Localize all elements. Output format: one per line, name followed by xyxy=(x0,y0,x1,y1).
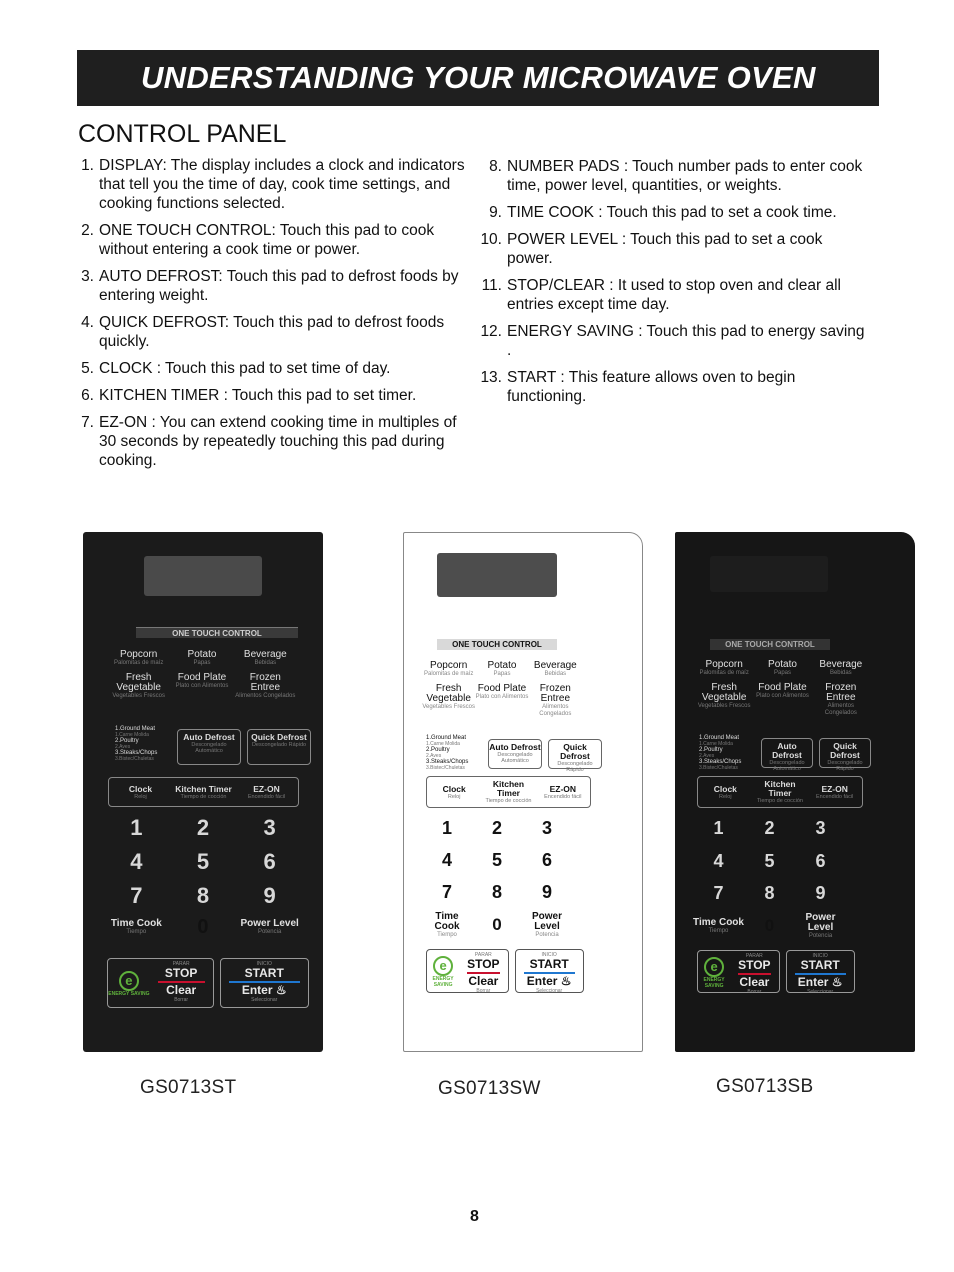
item-number: 3. xyxy=(81,268,94,285)
number-pad-5[interactable]: 5 xyxy=(764,850,775,871)
number-pad-3[interactable]: 3 xyxy=(263,815,276,840)
number-pad-2[interactable]: 2 xyxy=(196,815,210,840)
clock-timer-ezon-bar xyxy=(108,777,299,807)
description-item xyxy=(476,157,871,195)
page-number: 8 xyxy=(470,1208,479,1225)
action-buttons xyxy=(426,949,591,993)
description-item xyxy=(78,221,468,259)
description-item xyxy=(476,230,871,268)
one-touch-food-plate[interactable]: Food Plate Plato con Alimentos xyxy=(175,672,229,689)
number-pad-9[interactable]: 9 xyxy=(263,883,276,908)
item-number: 5. xyxy=(81,360,94,377)
auto-defrost-button[interactable]: Auto Defrost Descongelado Automático xyxy=(488,739,542,769)
kitchen-timer-button[interactable]: Kitchen Timer Tiempo de cocción xyxy=(757,779,803,804)
time-power-row xyxy=(693,912,846,940)
time-power-row xyxy=(103,912,303,942)
number-pad-4[interactable]: 4 xyxy=(441,850,452,870)
one-touch-fresh-vegetable[interactable]: Fresh Vegetable Vegetables Frescos xyxy=(697,682,751,709)
item-number: 7. xyxy=(81,414,94,431)
one-touch-beverage[interactable]: Beverage Bebidas xyxy=(243,649,287,666)
one-touch-beverage[interactable]: Beverage Bebidas xyxy=(819,659,863,676)
start-enter-button[interactable]: INICIO START Enter ♨ Seleccionar xyxy=(786,950,855,993)
description-item xyxy=(78,313,468,351)
page-title: UNDERSTANDING YOUR MICROWAVE OVEN xyxy=(141,60,816,95)
power-level-button[interactable]: Power Level Potencia xyxy=(240,917,299,935)
number-pads xyxy=(103,815,303,917)
item-number: 9. xyxy=(489,204,502,221)
number-pad-5[interactable]: 5 xyxy=(491,850,502,870)
number-pad-6[interactable]: 6 xyxy=(815,850,826,871)
item-text: ONE TOUCH CONTROL: Touch this pad to cook without entering a cook time or power. xyxy=(99,222,435,258)
number-pad-4[interactable]: 4 xyxy=(713,850,724,871)
one-touch-options xyxy=(422,661,582,718)
stop-clear-button[interactable]: e ENERGY SAVING PARAR STOP Clear Borrar xyxy=(697,950,780,993)
quick-defrost-button[interactable]: Quick Defrost Descongelado Rápido xyxy=(819,738,871,768)
start-enter-button[interactable]: INICIO START Enter ♨ Seleccionar xyxy=(515,949,584,993)
item-number: 6. xyxy=(81,387,94,404)
description-item xyxy=(476,368,871,406)
one-touch-frozen-entree[interactable]: Frozen Entree Alimentos Congelados xyxy=(539,683,572,717)
one-touch-control-label: ONE TOUCH CONTROL xyxy=(437,639,557,650)
time-cook-button[interactable]: Time Cook Tiempo xyxy=(434,910,460,938)
number-pad-0[interactable]: 0 xyxy=(492,915,502,934)
number-pad-3[interactable]: 3 xyxy=(541,818,552,838)
description-item xyxy=(78,267,468,305)
one-touch-frozen-entree[interactable]: Frozen Entree Alimentos Congelados xyxy=(235,672,296,699)
item-number: 12. xyxy=(480,323,502,340)
quick-defrost-button[interactable]: Quick Defrost Descongelado Rápido xyxy=(548,739,602,769)
right-description-list xyxy=(476,157,871,414)
ez-on-button[interactable]: EZ-ON Encendido fácil xyxy=(247,783,286,800)
action-buttons xyxy=(107,958,320,1008)
one-touch-fresh-vegetable[interactable]: Fresh Vegetable Vegetables Frescos xyxy=(422,683,476,710)
item-text: AUTO DEFROST: Touch this pad to defrost foods by entering weight. xyxy=(99,268,459,304)
time-cook-button[interactable]: Time Cook Tiempo xyxy=(693,916,744,934)
item-number: 13. xyxy=(480,369,502,386)
number-pad-1[interactable]: 1 xyxy=(713,818,724,838)
left-description-list xyxy=(78,156,468,478)
kitchen-timer-button[interactable]: Kitchen Timer Tiempo de cocción xyxy=(175,783,232,800)
description-item xyxy=(476,276,871,314)
defrost-category: 1.Ground Meat 1.Carne Molida xyxy=(115,726,156,738)
description-item xyxy=(78,359,468,378)
defrost-category: 3.Steaks/Chops 3.Bistec/Chuletas xyxy=(699,759,742,771)
stop-clear-button[interactable]: e ENERGY SAVING PARAR STOP Clear Borrar xyxy=(426,949,509,993)
number-pads xyxy=(693,818,846,916)
control-panel-gs0713st xyxy=(83,532,323,1052)
item-text: DISPLAY: The display includes a clock and indicators that tell you the time of day, cook time settings, and cooking functions selected. xyxy=(99,157,465,212)
clock-button[interactable]: Clock Reloj xyxy=(442,783,466,800)
number-pad-8[interactable]: 8 xyxy=(491,882,502,902)
item-text: POWER LEVEL : Touch this pad to set a cook power. xyxy=(507,231,823,267)
title-banner xyxy=(77,50,879,106)
action-buttons xyxy=(697,950,862,993)
time-cook-button[interactable]: Time Cook Tiempo xyxy=(110,917,162,935)
auto-defrost-button[interactable]: Auto Defrost Descongelado Automático xyxy=(761,738,813,768)
item-text: STOP/CLEAR : It used to stop oven and clear all entries except time day. xyxy=(507,277,841,313)
item-number: 2. xyxy=(81,222,94,239)
control-panel-gs0713sw xyxy=(403,532,643,1052)
clock-button[interactable]: Clock Reloj xyxy=(128,783,153,800)
section-title: CONTROL PANEL xyxy=(78,120,287,148)
defrost-category-list xyxy=(699,735,741,771)
defrost-category: 3.Steaks/Chops 3.Bistec/Chuletas xyxy=(115,750,158,762)
one-touch-popcorn[interactable]: Popcorn Palomitas de maíz xyxy=(113,649,164,666)
defrost-category: 1.Ground Meat 1.Carne Molida xyxy=(426,735,467,747)
energy-saving-button[interactable]: e ENERGY SAVING xyxy=(703,958,725,989)
number-pad-1[interactable]: 1 xyxy=(441,818,452,838)
number-pad-8[interactable]: 8 xyxy=(196,883,210,908)
leaf-e-icon: e xyxy=(433,956,453,976)
energy-saving-button[interactable]: e ENERGY SAVING xyxy=(108,973,150,997)
number-pad-0[interactable]: 0 xyxy=(764,916,775,935)
auto-defrost-button[interactable]: Auto Defrost Descongelado Automático xyxy=(177,729,241,765)
number-pad-4[interactable]: 4 xyxy=(130,849,143,874)
description-item xyxy=(476,322,871,360)
leaf-e-icon: e xyxy=(119,971,139,991)
model-label-sw: GS0713SW xyxy=(438,1078,541,1099)
display-window xyxy=(710,556,828,592)
start-enter-button[interactable]: INICIO START Enter ♨ Seleccionar xyxy=(220,958,309,1008)
number-pad-6[interactable]: 6 xyxy=(263,849,276,874)
item-text: CLOCK : Touch this pad to set time of day. xyxy=(99,360,391,377)
defrost-category-list xyxy=(426,735,468,771)
one-touch-potato[interactable]: Potato Papas xyxy=(487,660,517,677)
one-touch-food-plate[interactable]: Food Plate Plato con Alimentos xyxy=(756,682,809,699)
item-text: QUICK DEFROST: Touch this pad to defrost foods quickly. xyxy=(99,314,445,350)
display-window xyxy=(437,553,557,597)
item-text: TIME COOK : Touch this pad to set a cook time. xyxy=(507,204,837,221)
defrost-category: 3.Steaks/Chops 3.Bistec/Chuletas xyxy=(426,759,469,771)
number-pad-7[interactable]: 7 xyxy=(441,882,452,902)
description-item xyxy=(476,203,871,222)
item-text: ENERGY SAVING : Touch this pad to energy saving . xyxy=(507,323,865,359)
item-number: 10. xyxy=(480,231,502,248)
number-pad-5[interactable]: 5 xyxy=(196,849,210,874)
one-touch-control-label: ONE TOUCH CONTROL xyxy=(136,627,298,638)
number-pads xyxy=(422,818,572,914)
one-touch-frozen-entree[interactable]: Frozen Entree Alimentos Congelados xyxy=(824,682,857,716)
display-window xyxy=(144,556,262,596)
item-number: 8. xyxy=(489,158,502,175)
number-pad-2[interactable]: 2 xyxy=(491,818,502,838)
clock-button[interactable]: Clock Reloj xyxy=(713,783,737,800)
one-touch-options xyxy=(695,660,870,717)
power-level-button[interactable]: Power Level Potencia xyxy=(805,911,836,939)
model-label-sb: GS0713SB xyxy=(716,1076,814,1097)
model-label-st: GS0713ST xyxy=(140,1077,237,1098)
number-pad-6[interactable]: 6 xyxy=(541,850,552,870)
one-touch-control-label: ONE TOUCH CONTROL xyxy=(710,639,830,650)
one-touch-fresh-vegetable[interactable]: Fresh Vegetable Vegetables Frescos xyxy=(112,672,166,699)
number-pad-8[interactable]: 8 xyxy=(764,883,775,904)
ez-on-button[interactable]: EZ-ON Encendido fácil xyxy=(544,783,582,800)
number-pad-0[interactable]: 0 xyxy=(197,915,209,938)
item-text: EZ-ON : You can extend cooking time in multiples of 30 seconds by repeatedly touching this pad during cooking. xyxy=(99,414,457,469)
item-number: 4. xyxy=(81,314,94,331)
ez-on-button[interactable]: EZ-ON Encendido fácil xyxy=(816,783,854,800)
control-panel-gs0713sb xyxy=(675,532,915,1052)
item-text: NUMBER PADS : Touch number pads to enter cook time, power level, quantities, or weights. xyxy=(507,158,863,194)
one-touch-potato[interactable]: Potato Papas xyxy=(187,649,217,666)
number-pad-3[interactable]: 3 xyxy=(815,818,826,838)
clock-timer-ezon-bar xyxy=(426,776,591,808)
one-touch-beverage[interactable]: Beverage Bebidas xyxy=(533,660,577,677)
item-text: START : This feature allows oven to begin functioning. xyxy=(507,369,796,405)
stop-clear-button[interactable]: e ENERGY SAVING PARAR STOP Clear Borrar xyxy=(107,958,214,1008)
description-item xyxy=(78,156,468,213)
item-number: 11. xyxy=(481,277,502,294)
quick-defrost-button[interactable]: Quick Defrost Descongelado Rápido xyxy=(247,729,311,765)
number-pad-7[interactable]: 7 xyxy=(713,883,724,904)
one-touch-food-plate[interactable]: Food Plate Plato con Alimentos xyxy=(475,683,529,700)
one-touch-popcorn[interactable]: Popcorn Palomitas de maíz xyxy=(423,660,474,677)
one-touch-popcorn[interactable]: Popcorn Palomitas de maíz xyxy=(699,659,749,676)
defrost-category: 2.Poultry 2.Aves xyxy=(115,738,139,750)
item-text: KITCHEN TIMER : Touch this pad to set timer. xyxy=(99,387,417,404)
clock-timer-ezon-bar xyxy=(697,776,863,808)
defrost-category-list xyxy=(115,726,157,762)
one-touch-options xyxy=(107,650,297,700)
item-number: 1. xyxy=(81,157,94,174)
description-item xyxy=(78,386,468,405)
defrost-category: 1.Ground Meat 1.Carne Molida xyxy=(699,735,740,747)
defrost-category: 2.Poultry 2.Aves xyxy=(426,747,450,759)
time-power-row xyxy=(422,911,572,939)
number-pad-9[interactable]: 9 xyxy=(541,882,552,902)
number-pad-9[interactable]: 9 xyxy=(815,883,826,904)
kitchen-timer-button[interactable]: Kitchen Timer Tiempo de cocción xyxy=(485,779,532,804)
number-pad-2[interactable]: 2 xyxy=(764,818,775,838)
one-touch-potato[interactable]: Potato Papas xyxy=(768,659,797,676)
description-item xyxy=(78,413,468,470)
number-pad-1[interactable]: 1 xyxy=(130,815,143,840)
power-level-button[interactable]: Power Level Potencia xyxy=(531,910,562,938)
leaf-e-icon: e xyxy=(704,957,724,977)
number-pad-7[interactable]: 7 xyxy=(130,883,143,908)
energy-saving-button[interactable]: e ENERGY SAVING xyxy=(432,958,454,988)
defrost-category: 2.Poultry 2.Aves xyxy=(699,747,723,759)
